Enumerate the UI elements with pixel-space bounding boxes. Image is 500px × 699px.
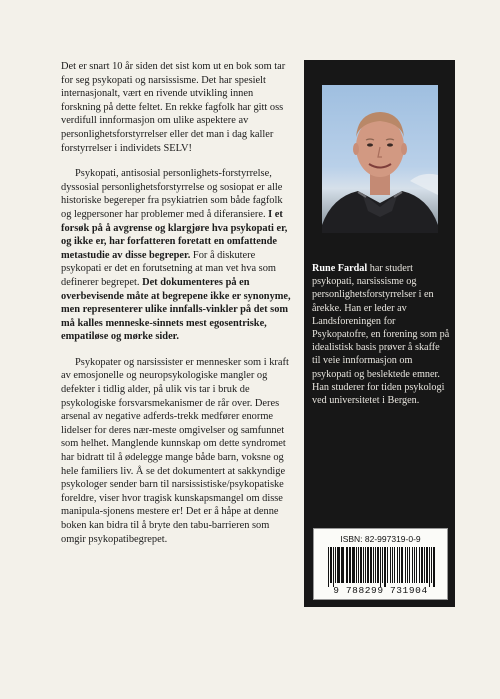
barcode-bar [399,547,400,583]
barcode-bar [377,547,379,583]
barcode-bar [337,547,339,583]
barcode-bar [380,547,381,587]
barcode-bar [431,547,432,583]
barcode-bar [352,547,354,583]
barcode-bar [405,547,406,583]
blurb-column [61,60,293,558]
barcode-bar [342,547,344,583]
barcode-bar [370,547,372,583]
barcode-bar [330,547,332,583]
barcode-bar [347,547,348,583]
author-bio [312,262,450,407]
barcode-bar [335,547,336,583]
author-photo [322,85,438,233]
blurb-paragraph-3: Psykopater og narsissister er mennesker som i kraft av emosjonelle og neuropsykologiske mangler og defekter i tidlig alder, på ulik vis tar i bruk de psykologiske forsvarsmekanismer de rår over. Deres arsenal av negative adferds-trekk medfører enorme lidelser for deres nær-meste omgivelser og samfunnet som helhet. Manglende kunnskap om dette syndromet har bidratt til å ødelegge mange både barn, voksne og hele familiers liv. Å se det dokumentert at sakkyndige psykologer sender barn til narsissistiske/psykopatiske foreldre, viser hvor tragisk kunskapsmangel om disse manipula-sjonens mestere er! Det er å håpe at denne boken kan bidra til å bryte den tabu-barrieren som omgir psykopatibegrepet. [61,356,289,545]
author-portrait-illustration [322,85,438,233]
barcode-bar [346,547,347,583]
barcode-bar [429,547,430,587]
barcode-bar [397,547,399,583]
barcode-bar [367,547,369,583]
barcode-bar [356,547,357,583]
barcode-bar [392,547,393,583]
barcode-bar [360,547,362,583]
barcode-bar [421,547,423,583]
barcode-bar [419,547,420,583]
barcode-bar [414,547,416,583]
barcode-bar [358,547,359,583]
isbn-barcode-box [313,528,448,600]
barcode-bar [407,547,408,583]
barcode-bar [328,547,329,587]
barcode-bar [341,547,342,583]
barcode-bar [375,547,376,583]
isbn-label: ISBN: 82-997319-0-9 [340,534,421,544]
author-panel [304,60,455,607]
author-bio-text: har studert psykopati, narsissisme og personlighetsforstyrrelser i en årekke. Han er leder av Landsforeningen for Psykopatofre, en forening som på idealistisk basis prøver å skaffe til veie innformasjon om psykopati og beslektede emner. Han studerer for tiden psykologi ved universitetet i Bergen. [312,263,450,407]
barcode-bar [412,547,413,583]
barcode-bar [394,547,395,583]
barcode-bar [382,547,383,583]
barcode-bar [365,547,366,583]
barcode-bar [409,547,411,583]
barcode-bar [387,547,388,583]
barcode-bar [349,547,351,583]
barcode-graphic [328,547,436,583]
barcode-bar [363,547,364,583]
barcode-number: 9 788299 731904 [333,585,428,596]
barcode-bar [424,547,425,583]
barcode-bar [390,547,392,583]
barcode-bar [433,547,435,587]
barcode-bar [384,547,386,587]
barcode-bar [333,547,334,587]
blurb-paragraph-2: Psykopati, antisosial personlighets-forstyrrelse, dyssosial personlighetsforstyrrelse og sosiopat er alle historiske begereper fra psykiatrien som både fagfolk og legpersoner har problemer med å diferansiere. I et forsøk på å avgrense og klargjøre hva psykopati er, og ikke er, har forfatteren foretatt en omfattende metastudie av disse begreper. For å diskutere psykopati er det en forutsetning at man vet hva som definerer begrepet. Det dokumenteres på en overbevisende måte at begrepene ikke er synonyme, men representerer ulike innfalls-vinkler på det som må kalles menneske-sinnets mest egosentriske, empatiløse og mørke sider. [61,168,291,343]
barcode-bar [416,547,417,583]
blurb-paragraph-1: Det er snart 10 år siden det sist kom ut en bok som tar for seg psykopati og narsissisme. Det har spesielt internasjonalt, vært en rivende utvikling innen forskning på dette feltet. En rekke fagfolk har gitt oss verdifull innformasjon om ulike aspektere av personlighetsforstyrrelser eller det man i dag kaller forstyrrelser i individets SELV! [61,61,286,154]
barcode-bar [426,547,428,583]
barcode-bar [401,547,403,583]
author-name: Rune Fardal [312,263,368,274]
barcode-bar [373,547,374,583]
